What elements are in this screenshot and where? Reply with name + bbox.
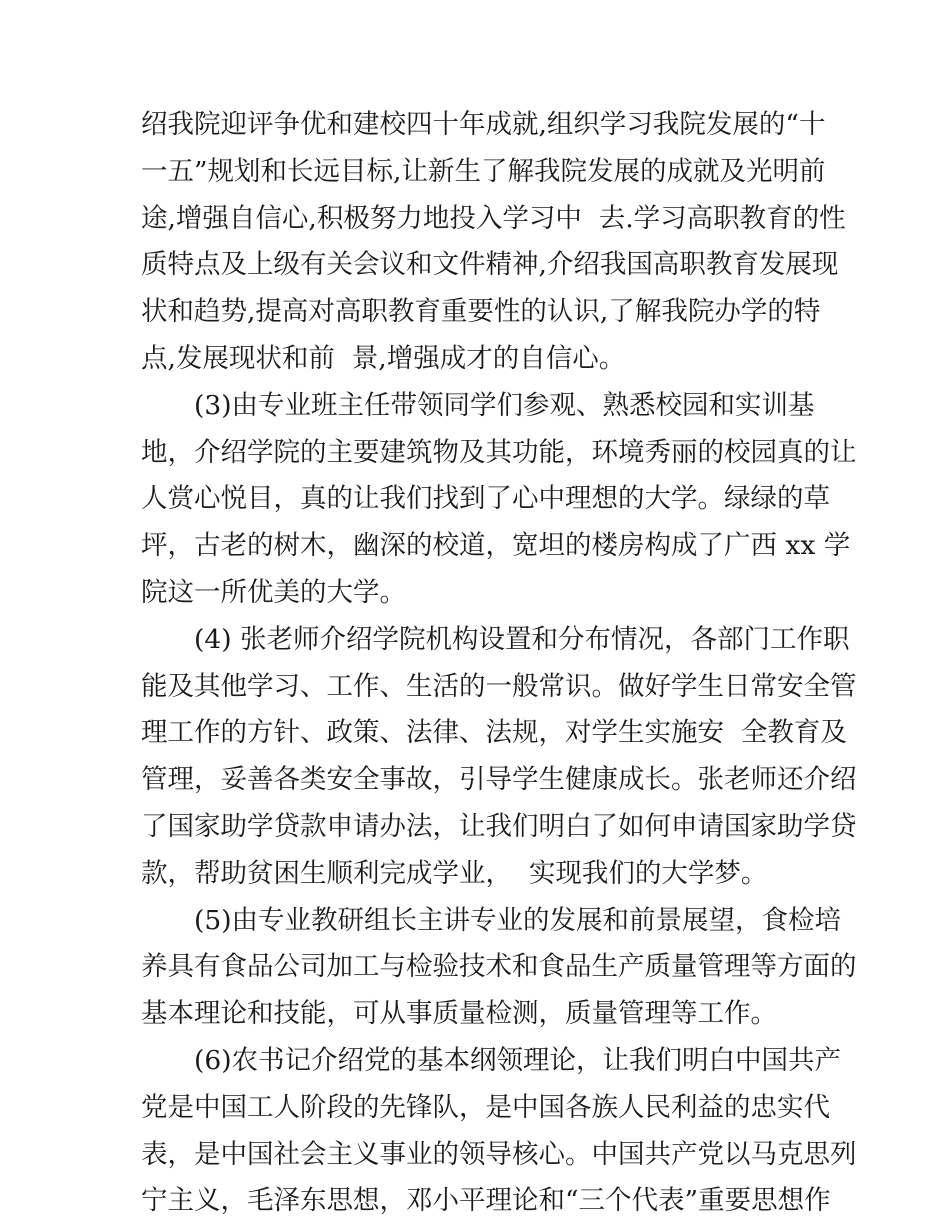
text-line: 状和趋势,提高对高职教育重要性的认识,了解我院办学的特 xyxy=(141,296,821,328)
text-line: 养具有食品公司加工与检验技术和食品生产质量管理等方面的 xyxy=(141,951,857,983)
text-line: 管理，妥善各类安全事故，引导学生健康成长。张老师还介绍 xyxy=(141,764,857,796)
paragraph-first-line: (3)由专业班主任带领同学们参观、熟悉校园和实训基 xyxy=(194,389,815,421)
paragraph-first-line: (5)由专业教研组长主讲专业的发展和前景展望，食检培 xyxy=(194,904,842,936)
paragraph-first-line: (6)农书记介绍党的基本纲领理论，让我们明白中国共产 xyxy=(194,1044,842,1076)
document-body xyxy=(141,102,857,1225)
text-line: 款，帮助贫困生顺利完成学业， 实现我们的大学梦。 xyxy=(141,857,768,889)
text-line: 院这一所优美的大学。 xyxy=(141,576,406,608)
text-line: 了国家助学贷款申请办法，让我们明白了如何申请国家助学贷 xyxy=(141,810,857,842)
text-line: 能及其他学习、工作、生活的一般常识。做好学生日常安全管 xyxy=(141,670,857,702)
text-line: 绍我院迎评争优和建校四十年成就,组织学习我院发展的“十 xyxy=(141,109,826,140)
text-line: 点,发展现状和前 景,增强成才的自信心。 xyxy=(141,342,626,374)
text-line: 一五”规划和长远目标,让新生了解我院发展的成就及光明前 xyxy=(141,155,826,187)
text-line: 理工作的方针、政策、法律、法规，对学生实施安 全教育及 xyxy=(141,717,847,749)
text-line: 途,增强自信心,积极努力地投入学习中 去.学习高职教育的性 xyxy=(141,202,846,234)
text-line: 质特点及上级有关会议和文件精神,介绍我国高职教育发展现 xyxy=(141,249,839,281)
text-line: 基本理论和技能，可从事质量检测，质量管理等工作。 xyxy=(141,998,777,1030)
text-line: 地，介绍学院的主要建筑物及其功能，环境秀丽的校园真的让 xyxy=(141,436,857,468)
text-line: 宁主义，毛泽东思想，邓小平理论和“三个代表”重要思想作 xyxy=(141,1185,831,1217)
text-line: 表，是中国社会主义事业的领导核心。中国共产党以马克思列 xyxy=(141,1138,857,1170)
text-line: 党是中国工人阶段的先锋队，是中国各族人民利益的忠实代 xyxy=(141,1091,830,1123)
text-line: 人赏心悦目，真的让我们找到了心中理想的大学。绿绿的草 xyxy=(141,483,830,515)
text-line: 坪，古老的树木，幽深的校道，宽坦的楼房构成了广西 xx 学 xyxy=(141,530,851,562)
paragraph-first-line: (4) 张老师介绍学院机构设置和分布情况，各部门工作职 xyxy=(194,623,850,655)
